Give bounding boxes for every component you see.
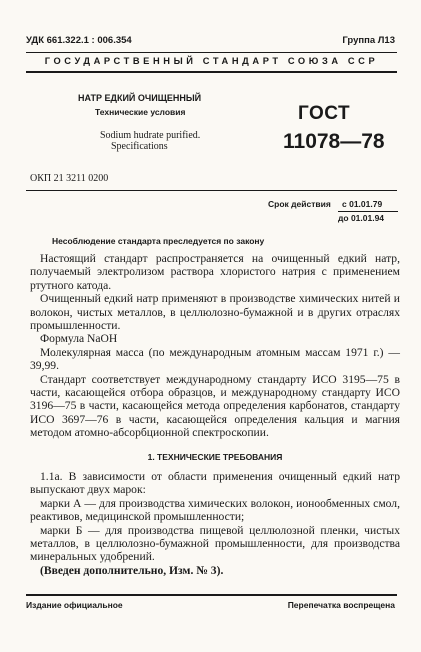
standard-line: ГОСУДАРСТВЕННЫЙ СТАНДАРТ СОЮЗА ССР xyxy=(44,56,379,66)
validity-label: Срок действия xyxy=(268,199,331,209)
subtitle-en: Specifications xyxy=(111,141,168,152)
amendment-note: (Введен дополнительно, Изм. № 3). xyxy=(40,563,224,577)
udk-code: УДК 661.322.1 : 006.354 xyxy=(26,35,132,46)
footer-reprint-prohibited: Перепечатка воспрещена xyxy=(287,600,395,610)
validity-to: до 01.01.94 xyxy=(338,213,385,223)
legal-warning: Несоблюдение стандарта преследуется по закону xyxy=(52,236,265,246)
intro-text xyxy=(30,252,400,440)
group-code: Группа Л13 xyxy=(342,35,395,46)
okp-code: ОКП 21 3211 0200 xyxy=(30,173,109,184)
validity-from: с 01.01.79 xyxy=(342,199,383,209)
iso-compliance-paragraph: Стандарт соответствует международному стандарту ИСО 3195—75 в части, касающейся отбора образцов, и международному стандарту ИСО 3196—75 в части, касающейся метода определения карбонатов, стандарту ИСО 3697—76 в части, касающейся определения кальция и магния методом атомно-абсорбционной спектроскопии. xyxy=(30,372,400,440)
title-en: Sodium hudrate purified. xyxy=(100,130,201,141)
footer-rule xyxy=(26,594,397,596)
gost-label: ГОСТ xyxy=(298,103,351,124)
validity-from-underline xyxy=(338,211,398,212)
intro-paragraph-usage: Очищенный едкий натр применяют в производстве химических нитей и волокон, чистых металлов, в целлюлозно-бумажной и в других отраслях промышленности. xyxy=(30,292,400,333)
gost-number: 11078—78 xyxy=(283,130,385,153)
section-text xyxy=(30,470,400,577)
footer-official-edition: Издание официальное xyxy=(26,600,123,610)
intro-paragraph-scope: Настоящий стандарт распространяется на очищенный едкий натр, получаемый электролизом раствора хлористого натрия с применением ртутного катода. xyxy=(30,252,400,292)
formula-line: Формула NaOH xyxy=(40,332,118,346)
grade-a-paragraph: марки А — для производства химических волокон, ионообменных смол, реактивов, медицинской промышленности; xyxy=(30,496,400,524)
section-heading: 1. ТЕХНИЧЕСКИЕ ТРЕБОВАНИЯ xyxy=(147,452,283,462)
molecular-mass-line: Молекулярная масса (по международным атомным массам 1971 г.) — 39,99. xyxy=(30,345,400,373)
top-rule xyxy=(26,52,397,53)
grade-b-paragraph: марки Б — для производства пищевой целлюлозной пленки, чистых металлов, в целлюлозно-бумажной промышленности, для производства минеральных удобрений. xyxy=(30,523,400,564)
title-ru: НАТР ЕДКИЙ ОЧИЩЕННЫЙ xyxy=(78,93,202,103)
okp-rule xyxy=(26,190,397,191)
subtitle-ru: Технические условия xyxy=(95,107,186,117)
header-rule xyxy=(26,71,397,73)
grades-intro-paragraph: 1.1а. В зависимости от области применения очищенный едкий натр выпускают двух марок: xyxy=(30,470,400,497)
